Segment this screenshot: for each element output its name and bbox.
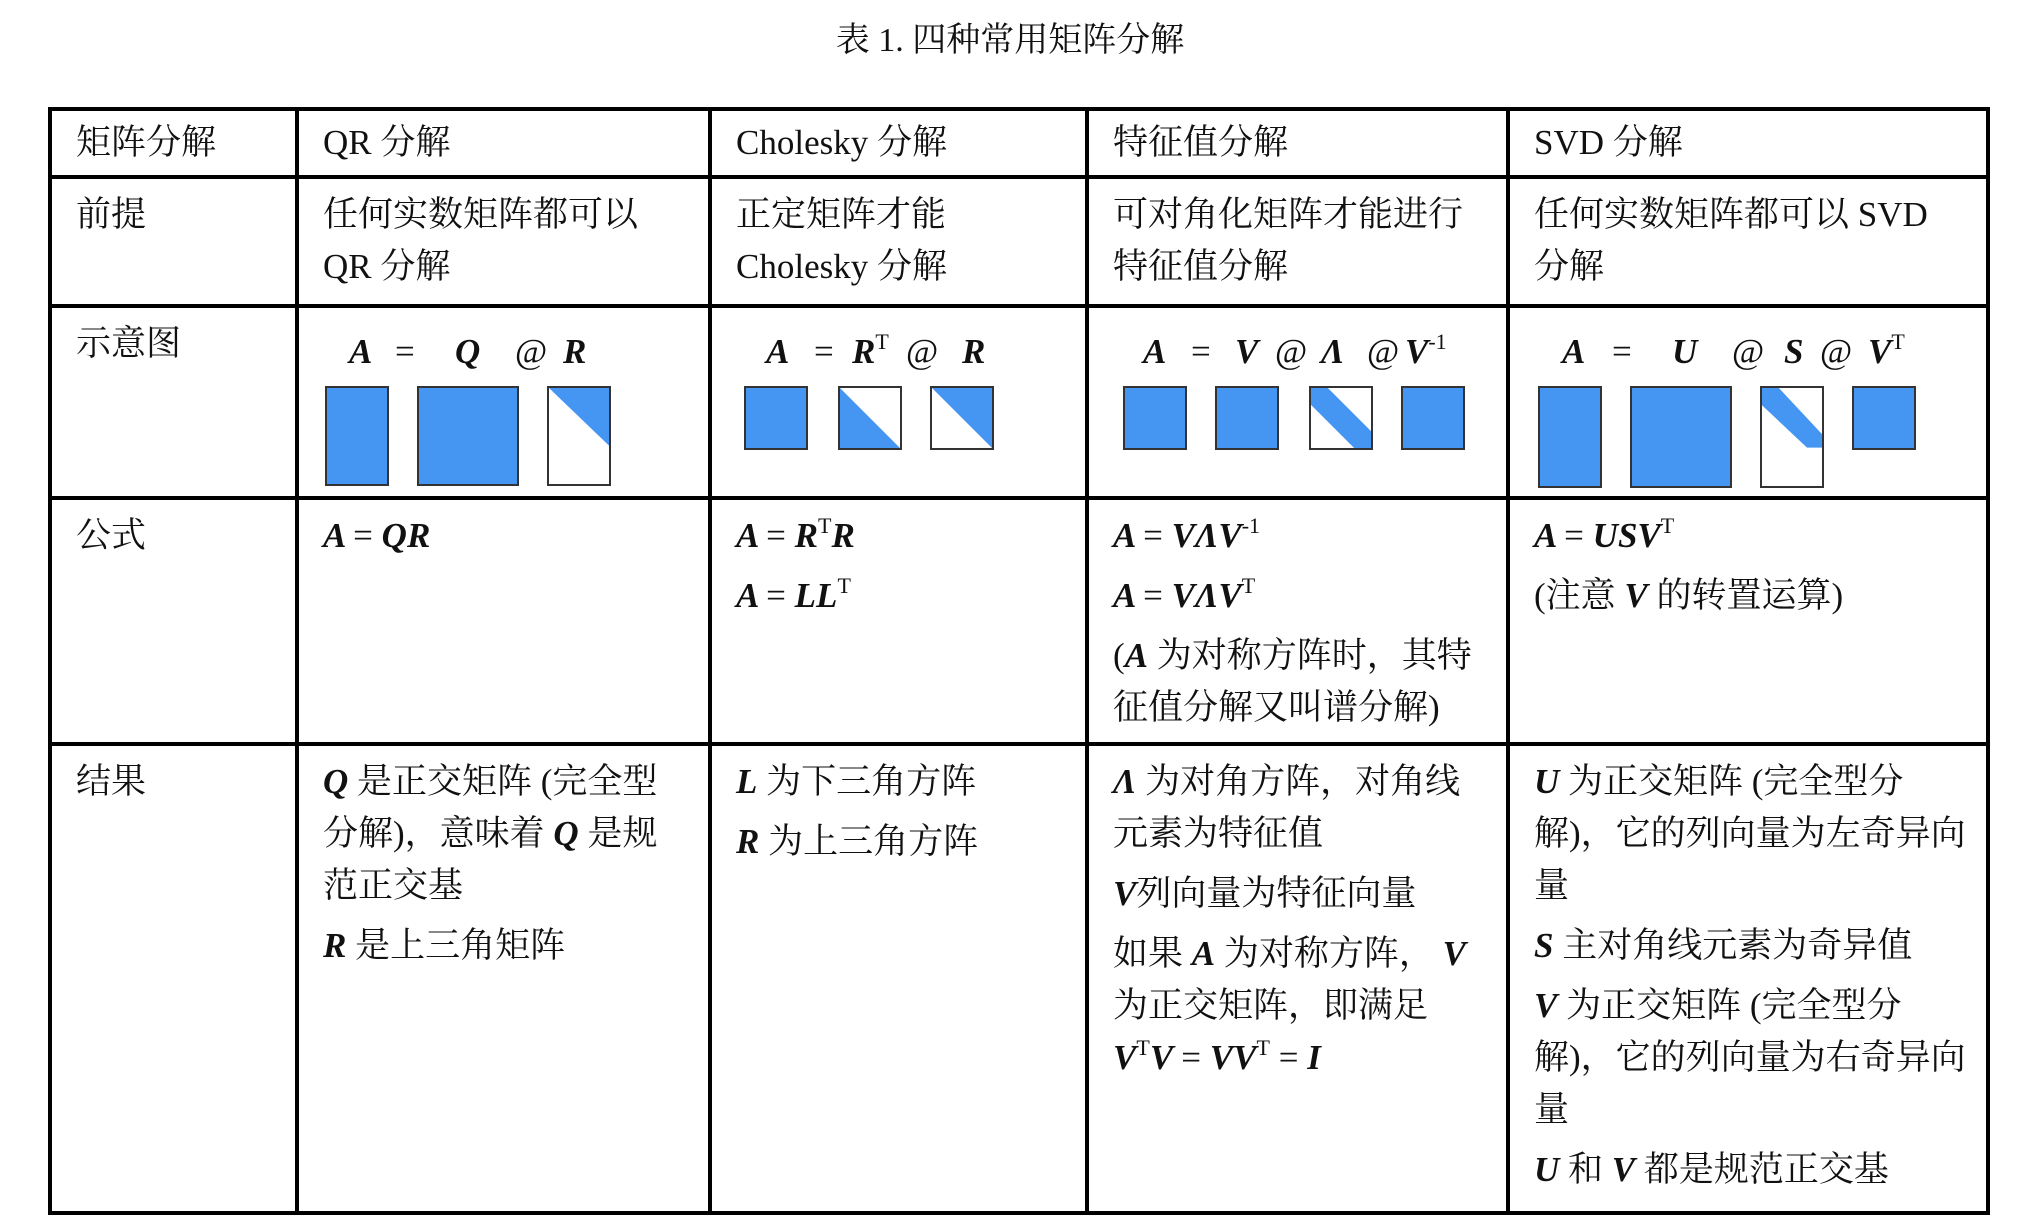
row-label-decomposition: 矩阵分解 xyxy=(50,109,297,177)
premise-line: 特征值分解 xyxy=(1113,247,1289,286)
table-caption: 表 1. 四种常用矩阵分解 xyxy=(835,22,1185,59)
formula-qr xyxy=(297,498,710,744)
diagram-label-rt: $R^T$ xyxy=(852,329,889,371)
result-item: S 主对角线元素为奇异值 xyxy=(1534,926,1913,965)
results-svd xyxy=(1508,744,1988,1213)
diagram-qr xyxy=(297,306,710,498)
diagram-label-v: V xyxy=(1235,332,1259,371)
result-item: L 为下三角方阵 xyxy=(736,762,977,801)
premise-line: QR 分解 xyxy=(323,247,451,286)
formula-line: $A = USV^T$ xyxy=(1534,513,1675,555)
diagram-at: @ xyxy=(1820,332,1853,371)
matrix-a-block xyxy=(744,386,808,450)
diagram-svd xyxy=(1508,306,1988,498)
result-item: V列向量为特征向量 xyxy=(1113,874,1417,913)
diagram-at: @ xyxy=(1732,332,1765,371)
diagram-label-vt: $V^T$ xyxy=(1868,329,1905,371)
diagram-equals: = xyxy=(814,332,834,371)
matrix-s-diagonal xyxy=(1760,386,1824,488)
matrix-q-block xyxy=(417,386,519,486)
diagram-label-r: R xyxy=(962,332,986,371)
result-item: U 为正交矩阵 (完全型分解)，它的列向量为左奇异向量 xyxy=(1534,762,1966,905)
result-item: U 和 V 都是规范正交基 xyxy=(1534,1150,1889,1189)
results-row xyxy=(50,744,1988,1213)
premise-cholesky xyxy=(710,177,1087,306)
results-cholesky xyxy=(710,744,1087,1213)
matrix-a-block xyxy=(1123,386,1187,450)
diagram-eigen xyxy=(1087,306,1508,498)
matrix-v-inverse-block xyxy=(1401,386,1465,450)
diagram-label-lambda: Λ xyxy=(1321,332,1345,371)
results-eigen xyxy=(1087,744,1508,1213)
diagram-at: @ xyxy=(1275,332,1308,371)
diagram-label-a: A xyxy=(1143,332,1167,371)
formula-line: $A = V\Lambda V^{-1}$ xyxy=(1113,513,1261,555)
diagram-label-q: Q xyxy=(455,332,481,371)
matrix-rt-lower-triangular xyxy=(838,386,902,450)
row-label-formula: 公式 xyxy=(50,498,297,744)
diagram-row xyxy=(50,306,1988,498)
premise-svd xyxy=(1508,177,1988,306)
result-item: R 为上三角方阵 xyxy=(736,822,979,861)
diagram-label-r: R xyxy=(563,332,587,371)
formula-eigen xyxy=(1087,498,1508,744)
formula-line: $A = LL^T$ xyxy=(736,573,851,615)
row-label-diagram: 示意图 xyxy=(50,306,297,498)
col-header-cholesky: Cholesky 分解 xyxy=(710,109,1087,177)
formula-note: (A 为对称方阵时，其特征值分解又叫谱分解) xyxy=(1113,636,1472,727)
diagram-label-a: A xyxy=(1562,332,1586,371)
diagram-equals: = xyxy=(395,332,415,371)
formula-line: $A = R^TR$ xyxy=(736,513,855,555)
diagram-label-u: U xyxy=(1672,332,1698,371)
diagram-at: @ xyxy=(515,332,548,371)
result-item: R 是上三角矩阵 xyxy=(323,926,566,965)
formula-line: $A = V\Lambda V^T$ xyxy=(1113,573,1256,615)
diagram-label-v-inverse: $V^{-1}$ xyxy=(1405,329,1447,371)
matrix-decomposition-table xyxy=(48,107,1990,1215)
matrix-vt-block xyxy=(1852,386,1916,450)
diagram-equals: = xyxy=(1191,332,1211,371)
premise-line: 分解 xyxy=(1534,247,1605,286)
formula-cholesky xyxy=(710,498,1087,744)
result-item: Λ 为对角方阵，对角线元素为特征值 xyxy=(1113,762,1461,853)
premise-row xyxy=(50,177,1988,306)
premise-line: 可对角化矩阵才能进行 xyxy=(1113,195,1464,234)
premise-qr xyxy=(297,177,710,306)
diagram-cholesky xyxy=(710,306,1087,498)
matrix-r-upper-triangular xyxy=(547,386,611,486)
diagram-label-a: A xyxy=(349,332,373,371)
premise-eigen xyxy=(1087,177,1508,306)
matrix-a-block xyxy=(1538,386,1602,488)
formula-line: A = QR xyxy=(323,516,431,555)
diagram-equals: = xyxy=(1612,332,1632,371)
row-label-results: 结果 xyxy=(50,744,297,1213)
diagram-at: @ xyxy=(1367,332,1400,371)
results-qr xyxy=(297,744,710,1213)
matrix-u-block xyxy=(1630,386,1732,488)
diagram-at: @ xyxy=(906,332,939,371)
matrix-r-upper-triangular xyxy=(930,386,994,450)
formula-row xyxy=(50,498,1988,744)
matrix-a-block xyxy=(325,386,389,486)
premise-line: 正定矩阵才能 xyxy=(736,195,947,234)
row-label-premise: 前提 xyxy=(50,177,297,306)
col-header-qr: QR 分解 xyxy=(297,109,710,177)
result-item: 如果 A 为对称方阵， V 为正交矩阵，即满足 xyxy=(1113,934,1466,1025)
diagram-label-s: S xyxy=(1784,332,1804,371)
formula-note: (注意 V 的转置运算) xyxy=(1534,576,1844,615)
col-header-eigen: 特征值分解 xyxy=(1087,109,1508,177)
matrix-lambda-diagonal xyxy=(1309,386,1373,450)
matrix-v-block xyxy=(1215,386,1279,450)
result-item: Q 是正交矩阵 (完全型分解)，意味着 Q 是规范正交基 xyxy=(323,762,658,905)
premise-line: Cholesky 分解 xyxy=(736,247,947,286)
diagram-label-a: A xyxy=(766,332,790,371)
formula-svd xyxy=(1508,498,1988,744)
col-header-svd: SVD 分解 xyxy=(1508,109,1988,177)
premise-line: 任何实数矩阵都可以 SVD xyxy=(1534,195,1928,234)
premise-line: 任何实数矩阵都可以 xyxy=(323,195,639,234)
result-orthogonality-expression: $V^TV = VV^T = I$ xyxy=(1113,1035,1321,1077)
result-item: V 为正交矩阵 (完全型分解)，它的列向量为右奇异向量 xyxy=(1534,986,1966,1129)
header-row xyxy=(50,109,1988,177)
